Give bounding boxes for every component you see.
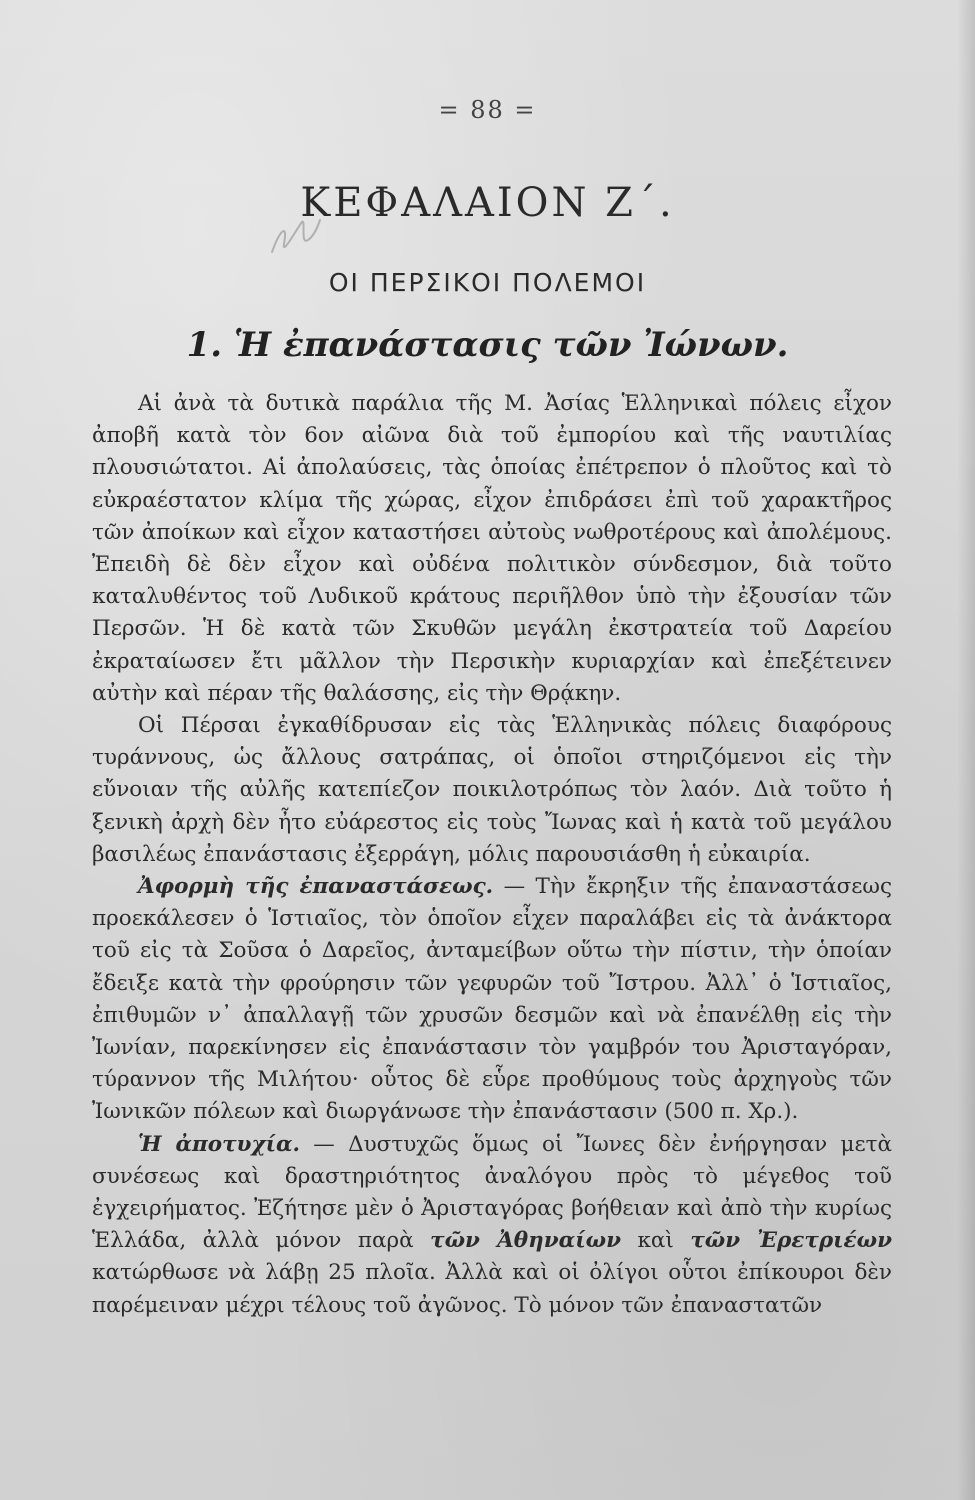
paragraph-4-and: καὶ — [621, 1228, 691, 1254]
paragraph-4-text-a: — Δυστυχῶς ὅμως οἱ Ἴωνες δὲν ἐνήργησαν μετὰ συνέσεως καὶ δραστηριότητος ἀναλόγου πρὸς τὸ μέγεθος τοῦ ἐγχειρήματος. Ἐζήτησε μὲν ὁ Ἀρισταγόρας βοήθειαν καὶ ἀπὸ τὴν κυρίως Ἑλλάδα, ἀλλὰ μόνον παρὰ — [92, 1131, 892, 1254]
body-text — [92, 388, 892, 1322]
chapter-title: ΚΕΦΑΛΑΙΟΝ Ζ΄. — [300, 180, 675, 226]
athenians-emphasis: τῶν Ἀθηναίων — [430, 1228, 621, 1254]
section-heading: ΟΙ ΠΕΡΣΙΚΟΙ ΠΟΛΕΜΟΙ — [328, 268, 647, 297]
paragraph-4-text-b: κατώρθωσε νὰ λάβῃ 25 πλοῖα. Ἀλλὰ καὶ οἱ ὀλίγοι οὗτοι ἐπίκουροι δὲν παρέμειναν μέχρι τέλους τοῦ ἀγῶνος. Τὸ μόνον τῶν ἐπαναστατῶν — [92, 1260, 892, 1318]
page-number: = 88 = — [438, 96, 537, 124]
paragraph-2 — [92, 710, 892, 871]
paragraph-2-text: Οἱ Πέρσαι ἐγκαθίδρυσαν εἰς τὰς Ἑλληνικὰς πόλεις διαφόρους τυράννους, ὡς ἄλλους σατράπας, οἱ ὁποῖοι στηριζόμενοι εἰς τὴν εὔνοιαν τῆς αὐλῆς κατεπίεζον ποικιλοτρόπως τὸν λαόν. Διὰ τοῦτο ἡ ξενικὴ ἀρχὴ δὲν ἦτο εὐάρεστος εἰς τοὺς Ἴωνας καὶ ἡ κατὰ τοῦ μεγάλου βασιλέως ἐπανάστασις ἐξερράγη, μόλις παρουσιάσθη ἡ εὐκαιρία. — [92, 713, 892, 867]
subsection-title: 1. Ἡ ἐπανάστασις τῶν Ἰώνων. — [186, 325, 789, 365]
paragraph-1: Αἱ ἀνὰ τὰ δυτικὰ παράλια τῆς Μ. Ἀσίας Ἑλληνικαὶ πόλεις εἶχον ἀποβῆ κατὰ τὸν 6ον αἰῶνα διὰ τοῦ ἐμπορίου καὶ τῆς ναυτιλίας πλουσιώτατοι. Αἱ ἀπολαύσεις, τὰς ὁποίας ἐπέτρεπον ὁ πλοῦτος καὶ τὸ εὐκραέστατον κλίμα τῆς χώρας, εἶχον ἐπιδράσει ἐπὶ τοῦ χαρακτῆρος τῶν ἀποίκων καὶ εἶχον καταστήσει αὐτοὺς νωθροτέρους καὶ ἀπολέμους. Ἐπειδὴ δὲ δὲν εἶχον καὶ οὐδένα πολιτικὸν σύνδεσμον, διὰ τοῦτο καταλυθέντος τοῦ Λυδικοῦ κράτους περιῆλθον ὑπὸ τὴν ἐξουσίαν τῶν Περσῶν. Ἡ δὲ κατὰ τῶν Σκυθῶν μεγάλη ἐκστρατεία τοῦ Δαρείου ἐκραταίωσεν ἔτι μᾶλλον τὴν Περσικὴν κυριαρχίαν καὶ ἐπεξέτεινεν αὐτὴν καὶ πέραν τῆς θαλάσσης, εἰς τὴν Θρᾴκην. — [92, 391, 892, 706]
paragraph-4 — [92, 1129, 892, 1322]
paragraph-3 — [92, 871, 892, 1129]
paragraph-3-heading: Ἀφορμὴ τῆς ἐπαναστάσεως. — [138, 874, 494, 900]
paragraph-4-heading: Ἡ ἀποτυχία. — [138, 1131, 301, 1157]
paragraph-3-text: — Τὴν ἔκρηξιν τῆς ἐπαναστάσεως προεκάλεσεν ὁ Ἱστιαῖος, τὸν ὁποῖον εἶχεν παραλάβει εἰς τὰ ἀνάκτορα τοῦ εἰς τὰ Σοῦσα ὁ Δαρεῖος, ἀνταμείβων οὕτω τὴν πίστιν, τὴν ὁποίαν ἔδειξε κατὰ τὴν φρούρησιν τῶν γεφυρῶν τοῦ Ἴστρου. Ἀλλ᾿ ὁ Ἱστιαῖος, ἐπιθυμῶν ν᾿ ἀπαλλαγῇ τῶν χρυσῶν δεσμῶν καὶ νὰ ἐπανέλθῃ εἰς τὴν Ἰωνίαν, παρεκίνησεν εἰς ἐπανάστασιν τὸν γαμβρόν του Ἀρισταγόραν, τύραννον τῆς Μιλήτου· οὗτος δὲ εὗρε προθύμους τοὺς ἀρχηγοὺς τῶν Ἰωνικῶν πόλεων καὶ διωργάνωσε τὴν ἐπανάστασιν (500 π. Χρ.). — [92, 874, 892, 1125]
eretrians-emphasis: τῶν Ἐρετριέων — [690, 1228, 893, 1254]
